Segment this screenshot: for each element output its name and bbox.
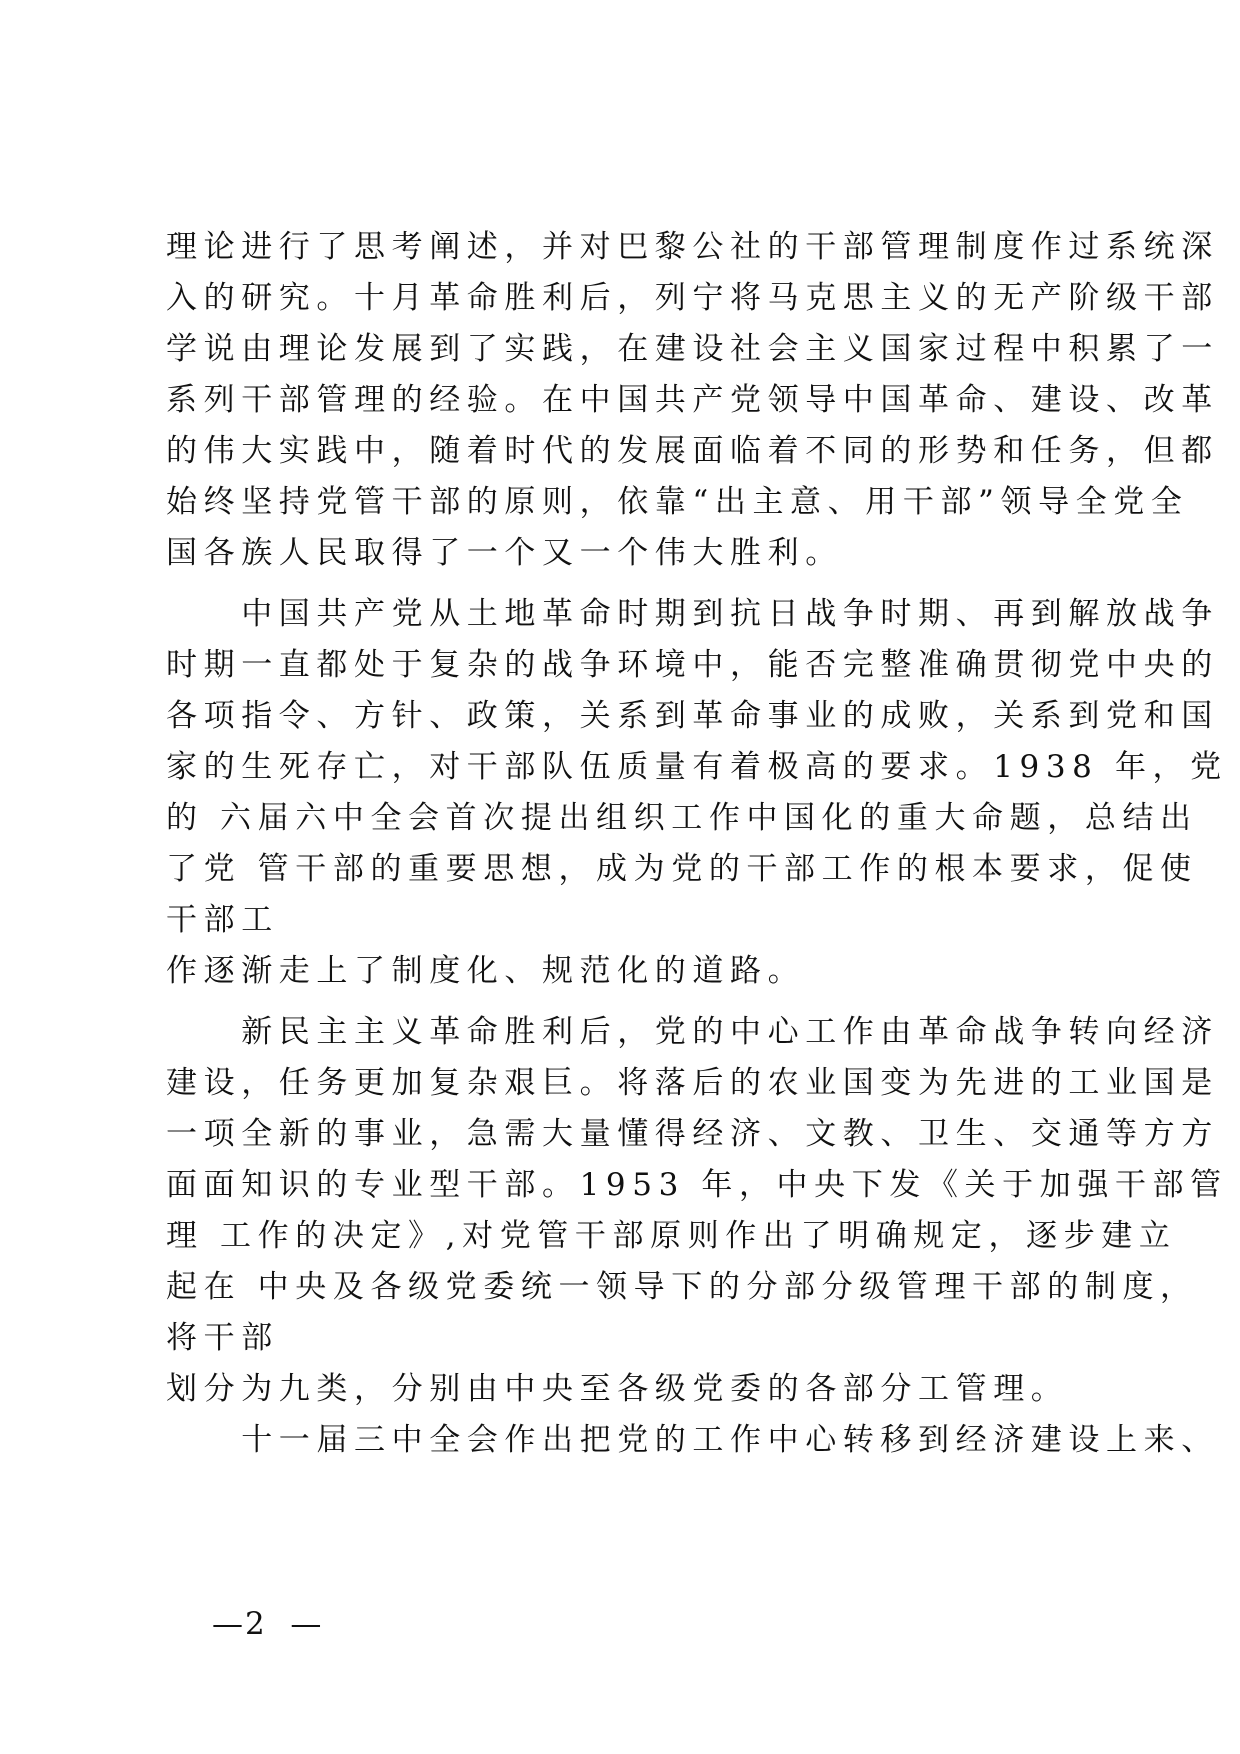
text-line: 作逐渐走上了制度化、规范化的道路。 — [166, 953, 806, 989]
text-line: 入的研究。十月革命胜利后，列宁将马克思主义的无产阶级干部 — [166, 280, 1219, 316]
text-line: 家的生死存亡，对干部队伍质量有着极高的要求。1938 年，党 — [166, 749, 1228, 785]
text-line: 中国共产党从土地革命时期到抗日战争时期、再到解放战争 — [166, 596, 1219, 632]
paragraph-spacer — [166, 997, 1086, 1007]
text-line: 的 六届六中全会首次提出组织工作中国化的重大命题，总结出 — [166, 800, 1198, 836]
text-line: 面面知识的专业型干部。1953 年，中央下发《关于加强干部管 — [166, 1167, 1228, 1203]
page-number: —2 — — [212, 1606, 324, 1642]
text-line: 建设，任务更加复杂艰巨。将落后的农业国变为先进的工业国是 — [166, 1065, 1219, 1101]
text-line: 划分为九类，分别由中央至各级党委的各部分工管理。 — [166, 1371, 1069, 1407]
text-line: 系列干部管理的经验。在中国共产党领导中国革命、建设、改革 — [166, 382, 1219, 418]
text-line: 学说由理论发展到了实践，在建设社会主义国家过程中积累了一 — [166, 331, 1219, 367]
text-line: 起在 中央及各级党委统一领导下的分部分级管理干部的制度， — [166, 1269, 1198, 1305]
paragraph-4 — [166, 1415, 1219, 1466]
paragraph-2 — [166, 589, 1228, 997]
paragraph-3 — [166, 1007, 1228, 1415]
text-line: 干部工 — [166, 902, 279, 938]
text-line: 理论进行了思考阐述，并对巴黎公社的干部管理制度作过系统深 — [166, 229, 1219, 265]
paragraph-1 — [166, 222, 1219, 579]
document-body — [166, 222, 1228, 1466]
text-line: 十一届三中全会作出把党的工作中心转移到经济建设上来、 — [166, 1422, 1219, 1458]
paragraph-spacer — [166, 579, 1086, 589]
text-line: 各项指令、方针、政策，关系到革命事业的成败，关系到党和国 — [166, 698, 1219, 734]
text-line: 将干部 — [166, 1320, 279, 1356]
text-line: 理 工作的决定》,对党管干部原则作出了明确规定，逐步建立 — [166, 1218, 1177, 1254]
text-line: 国各族人民取得了一个又一个伟大胜利。 — [166, 535, 843, 571]
text-line: 了党 管干部的重要思想，成为党的干部工作的根本要求，促使 — [166, 851, 1198, 887]
text-line: 时期一直都处于复杂的战争环境中，能否完整准确贯彻党中央的 — [166, 647, 1219, 683]
text-line: 一项全新的事业，急需大量懂得经济、文教、卫生、交通等方方 — [166, 1116, 1219, 1152]
text-line: 始终坚持党管干部的原则，依靠“出主意、用干部”领导全党全 — [166, 484, 1189, 520]
text-line: 新民主主义革命胜利后，党的中心工作由革命战争转向经济 — [166, 1014, 1219, 1050]
text-line: 的伟大实践中，随着时代的发展面临着不同的形势和任务，但都 — [166, 433, 1219, 469]
